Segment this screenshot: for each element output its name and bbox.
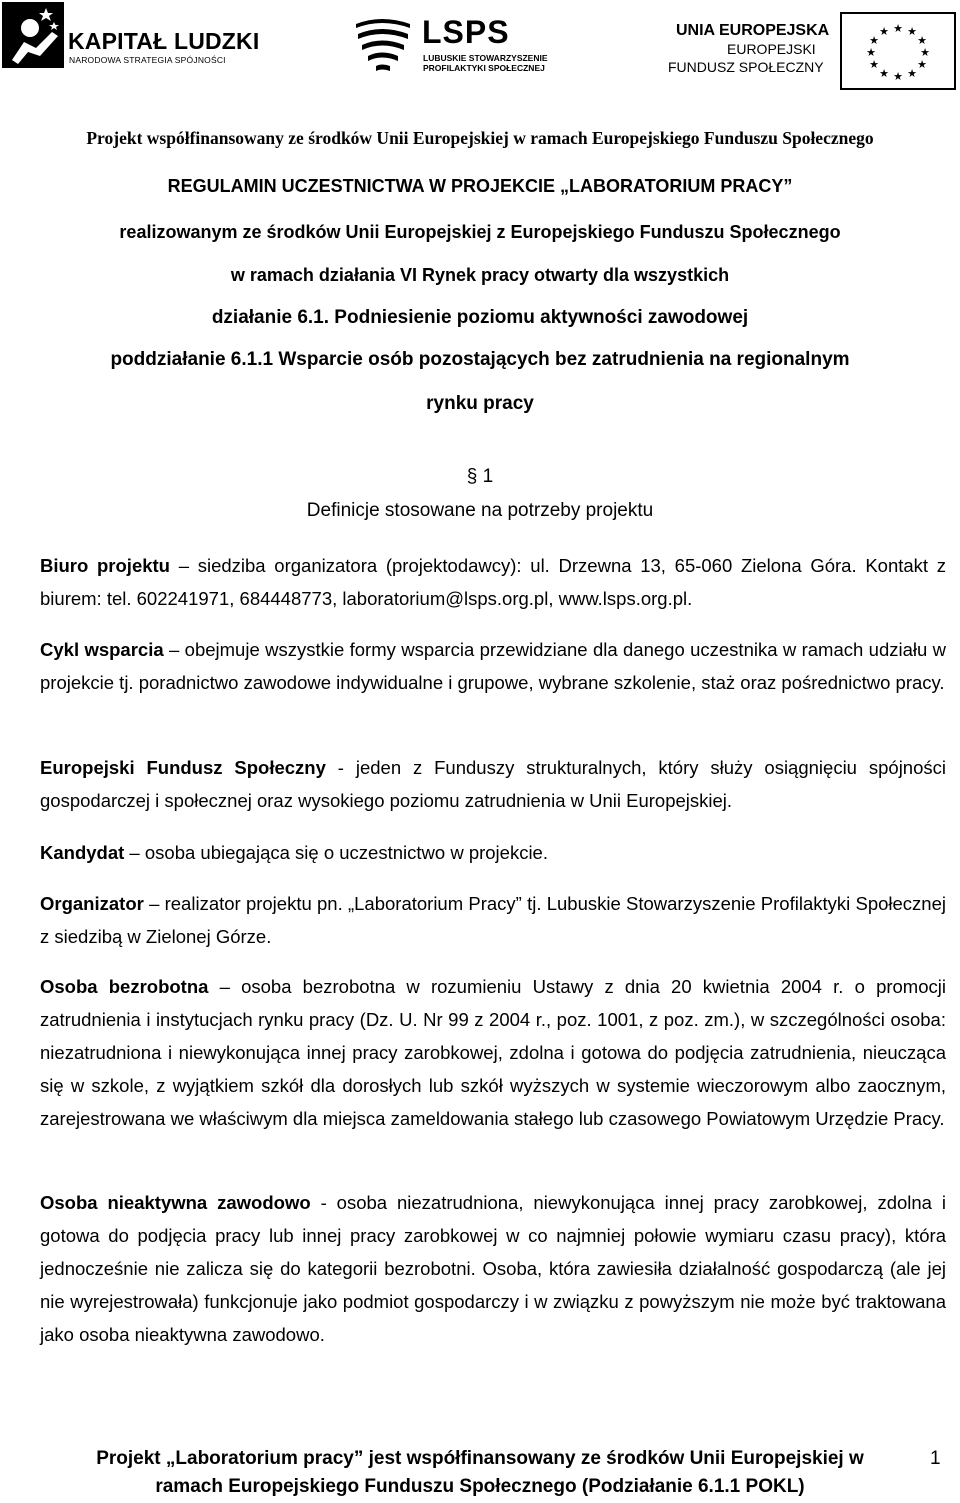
title-line-4: działanie 6.1. Podniesienie poziomu aktywności zawodowej	[211, 307, 749, 328]
definition-item: Osoba bezrobotna – osoba bezrobotna w rozumieniu Ustawy z dnia 20 kwietnia 2004 r. o promocji zatrudnienia i instytucjach rynku pracy (Dz. U. Nr 99 z 2004 r., poz. 1001, z poz. zm.), w szczególności osoba: niezatrudniona i niewykonująca innej pracy zarobkowej, zdolna i gotowa do podjęcia zatrudnienia, nieucząca się w szkole, z wyjątkiem szkół dla dorosłych lub szkół wyższych w systemie wieczorowym albo zaocznym, zarejestrowana we właściwym dla miejsca zameldowania stałego lub czasowego Powiatowym Urzędzie Pracy.	[40, 976, 946, 1129]
definition-item: Kandydat – osoba ubiegająca się o uczestnictwo w projekcie.	[40, 842, 548, 863]
definition-term: Cykl wsparcia	[40, 639, 164, 660]
definition-term: Europejski Fundusz Społeczny	[40, 757, 326, 778]
definition-text: osoba bezrobotna w rozumieniu Ustawy z dnia 20 kwietnia 2004 r. o promocji zatrudnienia i instytucjach rynku pracy (Dz. U. Nr 99 z 2004 r., poz. 1001, z poz. zm.), w szczególności osoba: niezatrudniona i niewykonująca innej pracy zarobkowej, zdolna i gotowa do podjęcia zatrudnienia, nieucząca się w szkole, z wyjątkiem szkół dla dorosłych lub szkół wyższych w systemie wieczorowym albo zaocznym, zarejestrowana we właściwym dla miejsca zameldowania stałego lub czasowego Powiatowym Urzędzie Pracy.	[40, 976, 946, 1129]
svg-text:★: ★	[869, 58, 879, 71]
svg-text:★: ★	[893, 22, 903, 35]
lsps-title: LSPS	[422, 14, 510, 50]
kapital-ludzki-subtitle: NARODOWA STRATEGIA SPÓJNOŚCI	[69, 55, 226, 65]
svg-text:★: ★	[907, 25, 917, 38]
definition-item: Biuro projektu – siedziba organizatora (projektodawcy): ul. Drzewna 13, 65-060 Zielona Góra. Kontakt z biurem: tel. 602241971, 684448773, laboratorium@lsps.org.pl, www.lsps.org.pl.	[40, 555, 947, 609]
eu-subtitle-2: FUNDUSZ SPOŁECZNY	[668, 59, 824, 75]
eu-title: UNIA EUROPEJSKA	[676, 22, 830, 39]
title-line-5: poddziałanie 6.1.1 Wsparcie osób pozostających bez zatrudnienia na regionalnym	[110, 349, 850, 370]
definition-text: realizator projektu pn. „Laboratorium Pracy” tj. Lubuskie Stowarzyszenie Profilaktyki Społecznej z siedzibą w Zielonej Górze.	[40, 893, 946, 947]
regulation-title: REGULAMIN UCZESTNICTWA W PROJEKCIE „LABORATORIUM PRACY”	[167, 176, 793, 196]
definition-term: Osoba nieaktywna zawodowo	[40, 1192, 311, 1213]
definition-text: osoba niezatrudniona, niewykonująca innej pracy zarobkowej, zdolna i gotowa do podjęcia pracy lub innej pracy zarobkowej w co najmniej połowie wymiaru czasu pracy), która jednocześnie nie zalicza się do kategorii bezrobotni. Osoba, która zawiesiła działalność gospodarczą (ale jej nie wyrejestrowała) funkcjonuje jako podmiot gospodarczy i w związku z powyższym nie może być traktowana jako osoba nieaktywna zawodowo.	[40, 1192, 946, 1345]
svg-text:★: ★	[869, 34, 879, 47]
svg-text:★: ★	[920, 46, 930, 59]
svg-text:★: ★	[917, 34, 927, 47]
lsps-subtitle-1: LUBUSKIE STOWARZYSZENIE	[423, 53, 548, 63]
svg-text:★: ★	[917, 58, 927, 71]
footer-line-2: ramach Europejskiego Funduszu Społecznego (Podziałanie 6.1.1 POKL)	[155, 1476, 805, 1497]
definition-term: Biuro projektu	[40, 555, 170, 576]
section-number-value: 1	[482, 466, 494, 487]
eu-flag-icon	[840, 12, 956, 90]
definition-item: Europejski Fundusz Społeczny - jeden z Funduszy strukturalnych, który służy osiągnięciu spójności gospodarczej i społecznej oraz wysokiego poziomu zatrudnienia w Unii Europejskiej.	[40, 757, 946, 811]
section-number	[0, 466, 960, 488]
definition-text: obejmuje wszystkie formy wsparcia przewidziane dla danego uczestnika w ramach udziału w projekcie tj. poradnictwo zawodowe indywidualne i grupowe, wybrane szkolenie, staż oraz pośrednictwo pracy.	[40, 639, 947, 693]
kapital-ludzki-title: KAPITAŁ LUDZKI	[68, 28, 260, 54]
definition-term: Organizator	[40, 893, 144, 914]
svg-text:★: ★	[893, 70, 903, 83]
page-number: 1	[930, 1448, 941, 1469]
title-line-2: realizowanym ze środków Unii Europejskiej z Europejskiego Funduszu Społecznego	[119, 222, 841, 242]
definition-text: jeden z Funduszy strukturalnych, który służy osiągnięciu spójności gospodarczej i społecznej oraz wysokiego poziomu zatrudnienia w Unii Europejskiej.	[40, 757, 946, 811]
footer-line-1: Projekt „Laboratorium pracy” jest współfinansowany ze środków Unii Europejskiej w	[96, 1448, 864, 1469]
definition-text: siedziba organizatora (projektodawcy): ul. Drzewna 13, 65-060 Zielona Góra. Kontakt z biurem: tel. 602241971, 684448773, laboratorium@lsps.org.pl, www.lsps.org.pl.	[40, 555, 947, 609]
title-line-3: w ramach działania VI Rynek pracy otwarty dla wszystkich	[230, 265, 730, 285]
lsps-subtitle-2: PROFILAKTYKI SPOŁECZNEJ	[423, 63, 545, 73]
kapital-ludzki-logo-icon	[2, 2, 64, 68]
page-header: Projekt współfinansowany ze środków Unii Europejskiej w ramach Europejskiego Funduszu Społecznego	[86, 128, 874, 148]
definition-item: Cykl wsparcia – obejmuje wszystkie formy wsparcia przewidziane dla danego uczestnika w ramach udziału w projekcie tj. poradnictwo zawodowe indywidualne i grupowe, wybrane szkolenie, staż oraz pośrednictwo pracy.	[40, 639, 947, 693]
definition-item: Organizator – realizator projektu pn. „Laboratorium Pracy” tj. Lubuskie Stowarzyszenie Profilaktyki Społecznej z siedzibą w Zielonej Górze.	[40, 893, 946, 947]
definition-term: Osoba bezrobotna	[40, 976, 209, 997]
section-heading: Definicje stosowane na potrzeby projektu	[306, 500, 654, 521]
definition-item: Osoba nieaktywna zawodowo - osoba niezatrudniona, niewykonująca innej pracy zarobkowej, zdolna i gotowa do podjęcia pracy lub innej pracy zarobkowej w co najmniej połowie wymiaru czasu pracy), która jednocześnie nie zalicza się do kategorii bezrobotni. Osoba, która zawiesiła działalność gospodarczą (ale jej nie wyrejestrowała) funkcjonuje jako podmiot gospodarczy i w związku z powyższym nie może być traktowana jako osoba nieaktywna zawodowo.	[40, 1192, 946, 1345]
lsps-logo-icon	[352, 14, 414, 76]
svg-text:★: ★	[879, 67, 889, 80]
svg-text:★: ★	[907, 67, 917, 80]
definition-term: Kandydat	[40, 842, 125, 863]
section-sign-icon: §	[466, 466, 478, 487]
definition-text: osoba ubiegająca się o uczestnictwo w projekcie.	[144, 842, 548, 863]
eu-subtitle-1: EUROPEJSKI	[727, 41, 816, 57]
svg-text:★: ★	[879, 25, 889, 38]
title-line-6: rynku pracy	[426, 393, 534, 414]
svg-text:★: ★	[866, 46, 876, 59]
